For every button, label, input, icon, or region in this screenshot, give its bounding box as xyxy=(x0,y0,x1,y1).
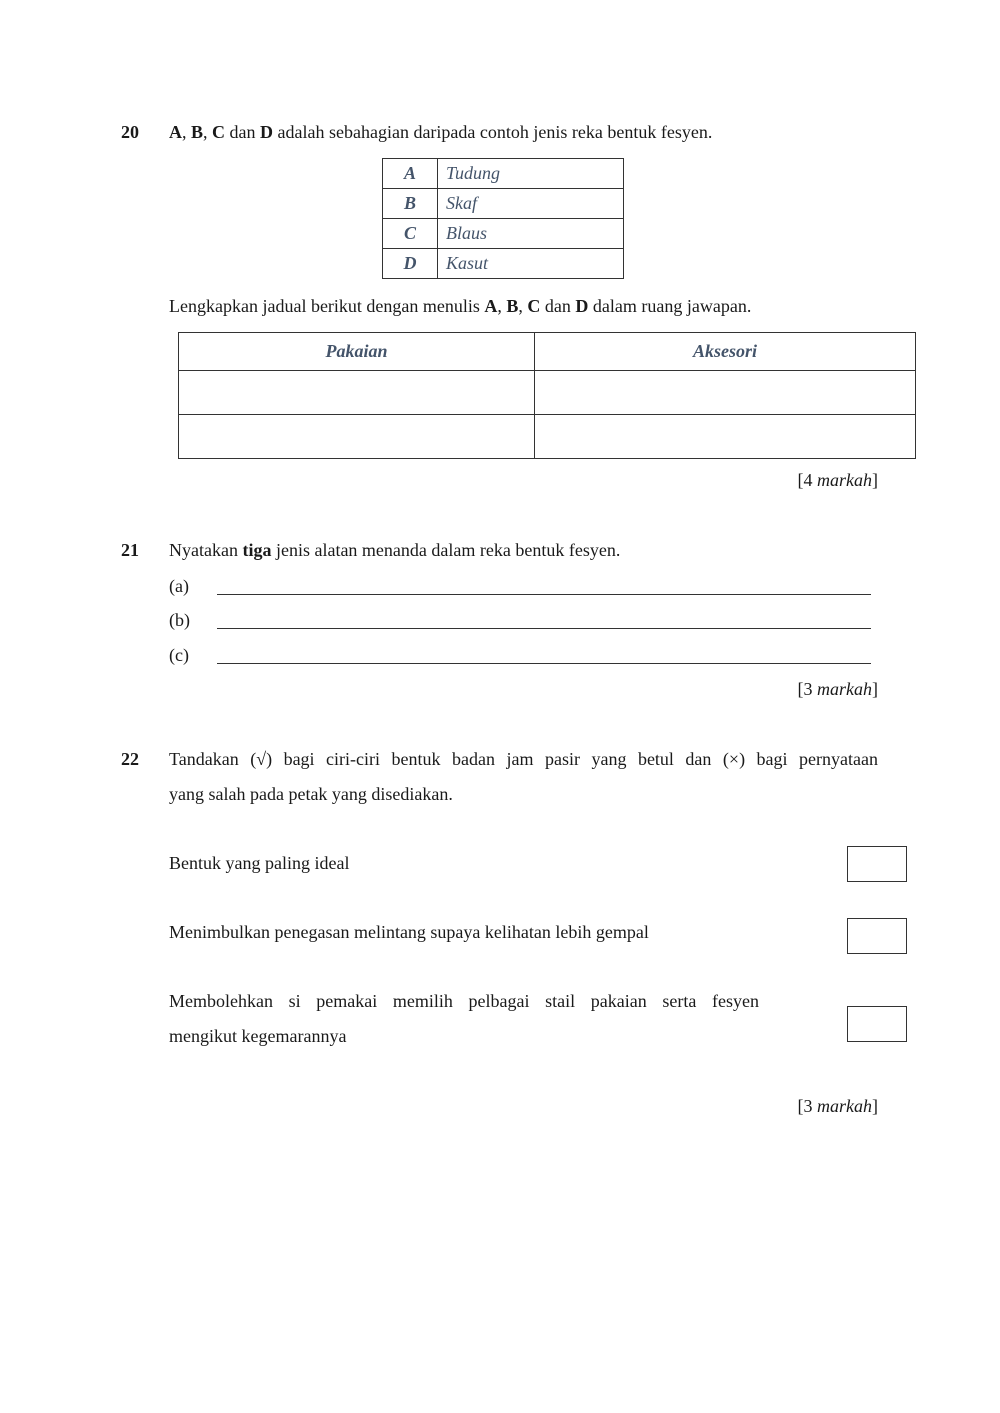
q20-stem-sep2: , xyxy=(203,122,213,142)
q20-instruction-a: A xyxy=(484,296,498,316)
q21-part-a-label: (a) xyxy=(169,576,189,596)
q22-number: 22 xyxy=(121,749,139,769)
option-text: Tudung xyxy=(438,159,624,189)
q21-part-b-label: (b) xyxy=(169,610,190,630)
q20-stem-a: A xyxy=(169,122,182,142)
header-pakaian: Pakaian xyxy=(179,333,535,371)
marks-close: ] xyxy=(872,679,878,699)
q20-stem-b: B xyxy=(191,122,204,142)
q20-instruction-and: dan xyxy=(540,296,576,316)
marks-word: markah xyxy=(817,470,872,490)
q21-marks xyxy=(798,679,879,700)
header-aksesori: Aksesori xyxy=(535,333,916,371)
answer-cell-pakaian[interactable] xyxy=(179,371,535,415)
q22-checkbox-2[interactable] xyxy=(847,918,907,954)
q21-stem-pre: Nyatakan xyxy=(169,540,243,560)
q21-answer-line-b[interactable] xyxy=(217,628,871,629)
options-row xyxy=(383,189,624,219)
q22-statement-1: Bentuk yang paling ideal xyxy=(169,853,350,873)
q21-part-c-label: (c) xyxy=(169,645,189,665)
q22-statement-3-line1: Membolehkan si pemakai memilih pelbagai stail pakaian serta fesyen xyxy=(169,991,759,1011)
q21-stem-post: jenis alatan menanda dalam reka bentuk fesyen. xyxy=(271,540,621,560)
q20-options-table xyxy=(382,158,624,279)
answer-cell-aksesori[interactable] xyxy=(535,371,916,415)
options-row xyxy=(383,159,624,189)
marks-open: [3 xyxy=(797,1096,817,1116)
q22-stem-line2: yang salah pada petak yang disediakan. xyxy=(169,784,453,804)
q21-answer-line-a[interactable] xyxy=(217,594,871,595)
marks-close: ] xyxy=(872,470,878,490)
answer-cell-aksesori[interactable] xyxy=(535,415,916,459)
q20-instruction-sep1: , xyxy=(497,296,507,316)
option-text: Skaf xyxy=(438,189,624,219)
q20-stem-rest: adalah sebahagian daripada contoh jenis reka bentuk fesyen. xyxy=(273,122,713,142)
q20-instruction-d: D xyxy=(575,296,589,316)
marks-word: markah xyxy=(817,1096,872,1116)
marks-close: ] xyxy=(872,1096,878,1116)
q20-instruction-post: dalam ruang jawapan. xyxy=(588,296,752,316)
option-text: Kasut xyxy=(438,249,624,279)
answer-cell-pakaian[interactable] xyxy=(179,415,535,459)
marks-word: markah xyxy=(817,679,872,699)
q20-answer-table xyxy=(178,332,916,459)
q20-instruction-sep2: , xyxy=(518,296,528,316)
q20-stem-and: dan xyxy=(225,122,261,142)
options-row xyxy=(383,249,624,279)
q21-answer-line-c[interactable] xyxy=(217,663,871,664)
q20-number: 20 xyxy=(121,122,139,142)
q22-marks xyxy=(798,1096,879,1117)
q22-statement-3-line2: mengikut kegemarannya xyxy=(169,1026,347,1046)
q21-stem xyxy=(169,540,620,561)
q22-checkbox-1[interactable] xyxy=(847,846,907,882)
q22-stem-line1: Tandakan (√) bagi ciri-ciri bentuk badan jam pasir yang betul dan (×) bagi pernyataan xyxy=(169,749,878,769)
answer-row xyxy=(179,371,916,415)
answer-table-header xyxy=(179,333,916,371)
q20-stem-c: C xyxy=(212,122,226,142)
q21-stem-bold: tiga xyxy=(242,540,272,560)
q20-instruction-b: B xyxy=(506,296,519,316)
q20-stem-d: D xyxy=(260,122,274,142)
q22-statement-2: Menimbulkan penegasan melintang supaya kelihatan lebih gempal xyxy=(169,922,649,942)
option-letter: C xyxy=(383,219,438,249)
q20-marks xyxy=(798,470,879,491)
q20-stem-sep1: , xyxy=(182,122,191,142)
q20-instruction xyxy=(169,296,751,317)
option-letter: D xyxy=(383,249,438,279)
marks-open: [4 xyxy=(797,470,817,490)
options-row xyxy=(383,219,624,249)
q22-checkbox-3[interactable] xyxy=(847,1006,907,1042)
q20-instruction-pre: Lengkapkan jadual berikut dengan menulis xyxy=(169,296,485,316)
q21-number: 21 xyxy=(121,540,139,560)
q20-instruction-c: C xyxy=(527,296,541,316)
marks-open: [3 xyxy=(797,679,817,699)
answer-row xyxy=(179,415,916,459)
option-letter: A xyxy=(383,159,438,189)
option-text: Blaus xyxy=(438,219,624,249)
q20-stem xyxy=(169,122,712,143)
option-letter: B xyxy=(383,189,438,219)
